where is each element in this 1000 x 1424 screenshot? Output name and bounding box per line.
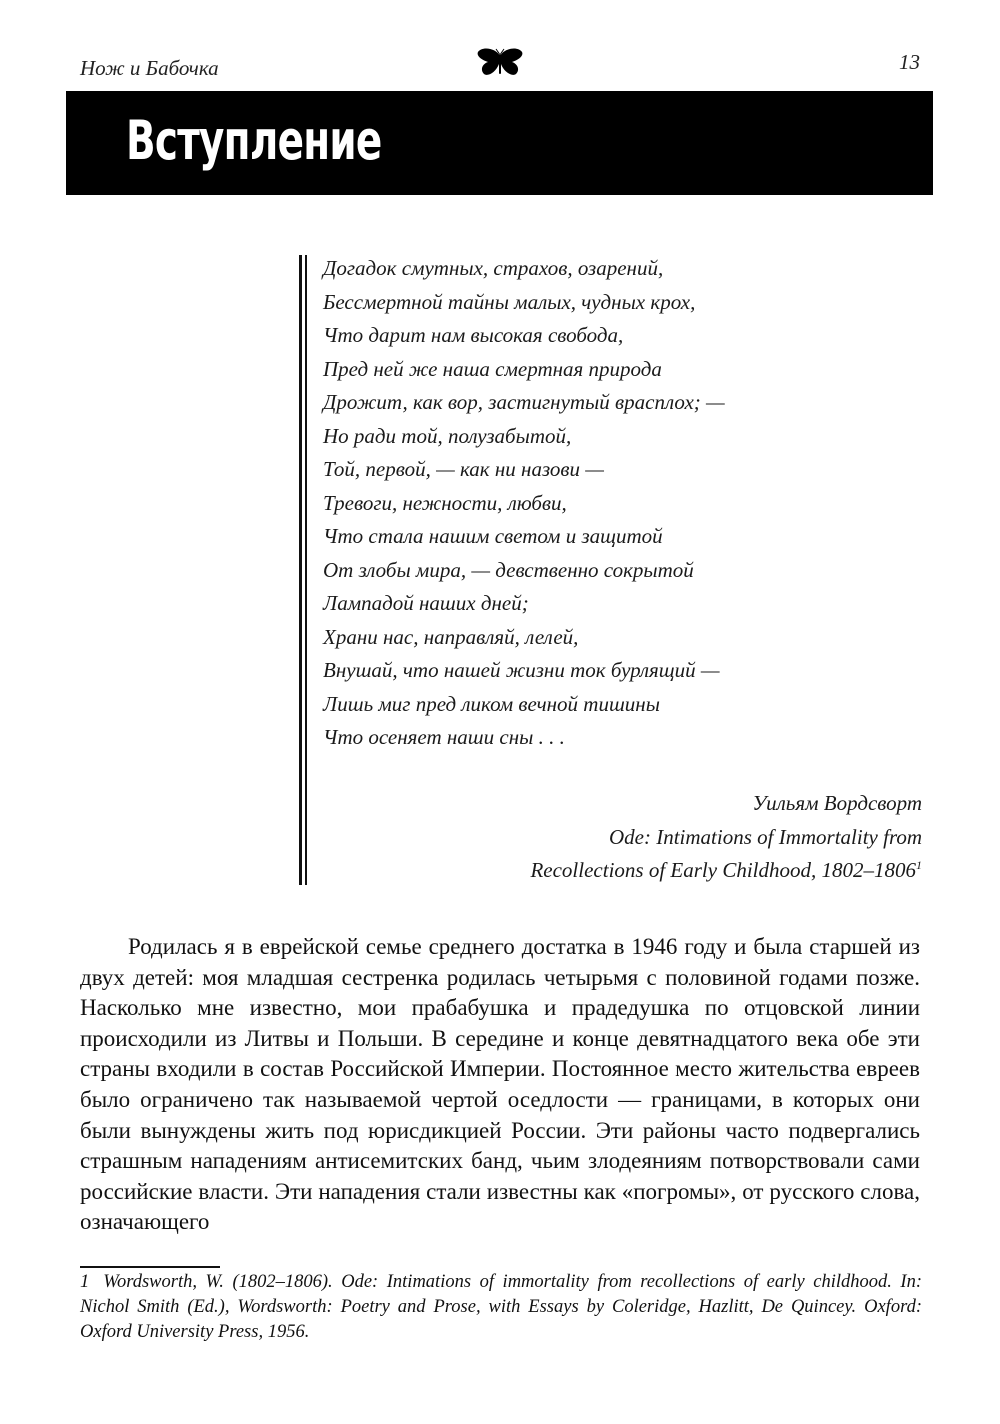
butterfly-icon — [476, 48, 524, 78]
poem-line: Тревоги, нежности, любви, — [323, 490, 567, 515]
poem-line: Лампадой наших дней; — [323, 591, 529, 615]
footnote-reference[interactable]: 1 — [916, 858, 922, 872]
body-paragraph: Родилась я в еврейской семье среднего достатка в 1946 году и была старшей из двух детей: моя младшая сестренка родилась четырьмя с половиной годами позже. Насколько мне известно, мои прабабушка и прадедушка по отцовской линии происходили из Литвы и Польши. В середине и конце девятнадцатого века обе эти страны входили в состав Российской Империи. Постоянное место жительства евреев было ограничено так называемой чертой оседлости — границами, в которых они были вынуждены жить под юрисдикцией России. Эти районы часто подвергались страшным нападениям антисемитских банд, чьим злодеяниям потворствовали сами российские власти. Эти нападения стали известны как «погромы», от русского слова, означающего — [80, 934, 920, 1235]
epigraph-author: Уильям Вордсворт — [752, 791, 922, 815]
poem-line: Бессмертной тайны малых, чудных крох, — [323, 289, 696, 314]
body-text — [80, 932, 920, 1238]
epigraph-rule — [299, 255, 302, 885]
footnote-separator — [80, 1266, 220, 1268]
page-number: 13 — [899, 50, 920, 74]
chapter-title: Вступление — [126, 109, 382, 172]
poem-line: Храни нас, направляй, лелей, — [323, 624, 579, 649]
footnote-number: 1 — [80, 1272, 90, 1292]
poem-line: Догадок смутных, страхов, озарений, — [323, 256, 664, 280]
poem-line: Но ради той, полузабытой, — [323, 423, 572, 448]
running-title: Нож и Бабочка — [80, 56, 219, 80]
poem-line: Что дарит нам высокая свобода, — [323, 323, 624, 347]
poem-line: Дрожит, как вор, застигнутый врасплох; — — [323, 390, 725, 414]
poem-line: Внушай, что нашей жизни ток бурлящий — — [323, 658, 720, 682]
poem-line: Пред ней же наша смертная природа — [323, 356, 662, 381]
poem-line: От злобы мира, — девственно сокрытой — [323, 557, 694, 582]
poem-line: Той, первой, — как ни назови — — [323, 457, 604, 481]
footnote — [80, 1270, 922, 1345]
poem-line: Что осеняет наши сны . . . — [323, 725, 565, 749]
poem-line: Что стала нашим светом и защитой — [323, 524, 663, 548]
epigraph-source-line1: Ode: Intimations of Immortality from — [608, 824, 922, 849]
epigraph-source-line2: Recollections of Early Childhood, 1802–1806 — [530, 858, 916, 882]
poem-line: Лишь миг пред ликом вечной тишины — [323, 691, 660, 716]
epigraph-attribution — [322, 787, 922, 888]
epigraph-rule-thin — [305, 255, 307, 885]
chapter-title-bar — [66, 91, 933, 195]
epigraph-poem — [323, 252, 923, 755]
footnote-text: Wordsworth, W. (1802–1806). Ode: Intimations of immortality from recollections of early childhood. In: Nichol Smith (Ed.), Wordsworth: Poetry and Prose, with Essays by Coleridge, Hazlitt, De Quincey. Oxford: Oxford University Press, 1956. — [80, 1272, 922, 1342]
